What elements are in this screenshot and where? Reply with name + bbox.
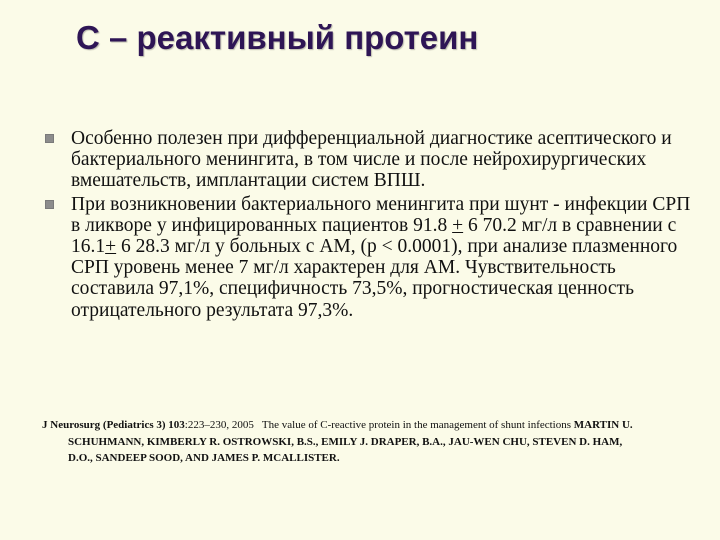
bullet-list — [42, 128, 702, 323]
square-bullet-icon — [45, 134, 54, 143]
bullet-item-2 — [42, 194, 702, 321]
bullet-text-2-part-2: 6 70.2 мг/л в сравнении с 16.1 — [71, 214, 677, 258]
bullet-text-2-part-1: При возникновении бактериального менингита при шунт - инфекции СРП в ликворе у инфицированных пациентов 91.8 — [71, 193, 691, 236]
bullet-item-1 — [42, 128, 702, 192]
slide-title: C – реактивный протеин — [76, 19, 479, 56]
bullet-text-2-part-3: 6 28.3 мг/л у больных с АМ, (p < 0.0001), при анализе плазменного СРП уровень менее 7 мг/л характерен для АМ. Чувствительность составила 97,1%, специфичность 73,5%, прогностическая ценность отрицательного результата 97,3%. — [71, 236, 678, 321]
citation-article-title: The value of C-reactive protein in the management of shunt infections — [261, 419, 572, 431]
citation-authors-2: SCHUHMANN, KIMBERLY R. OSTROWSKI, B.S., EMILY J. DRAPER, B.A., JAU-WEN CHU, STEVEN D. HAM, — [68, 435, 623, 448]
citation-line-1 — [42, 417, 702, 434]
citation-authors-3: D.O., SANDEEP SOOD, AND JAMES P. MCALLISTER. — [68, 452, 340, 464]
square-bullet-icon — [45, 200, 54, 209]
plus-minus-sign-1: + — [452, 214, 464, 236]
citation-pages: :223–230, 2005 — [184, 419, 254, 431]
bullet-text-1: Особенно полезен при дифференциальной диагностике асептического и бактериального менингита, в том числе и после нейрохирургических вмешательств, имплантации систем ВПШ. — [71, 128, 672, 192]
citation-journal: J Neurosurg (Pediatrics 3) 103 — [42, 419, 185, 431]
plus-minus-sign-2: + — [105, 236, 117, 258]
citation — [42, 417, 702, 467]
citation-authors-1: MARTIN U. — [573, 419, 633, 431]
